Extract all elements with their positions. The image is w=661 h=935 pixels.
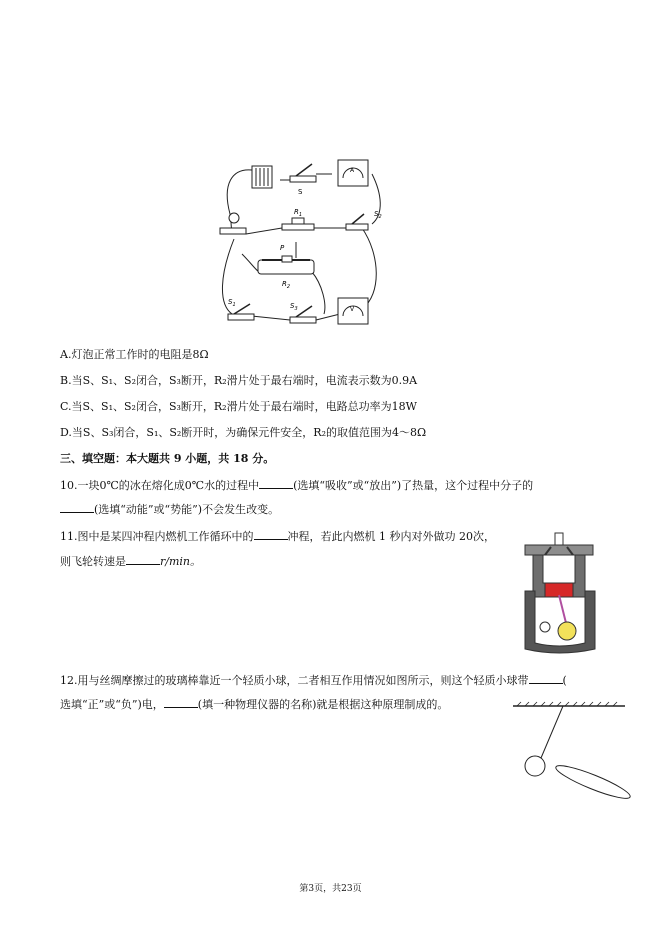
- label-s1-sub: 1: [232, 302, 236, 308]
- switch-s3-icon: [290, 302, 316, 323]
- q11-blank-1: [254, 529, 288, 540]
- label-s3-sub: 3: [294, 306, 298, 312]
- switch-s1-icon: [228, 298, 254, 320]
- label-r1-sub: 1: [298, 212, 303, 218]
- label-s2: S: [374, 210, 379, 218]
- circuit-diagram: [212, 154, 387, 342]
- q11-blank-2: [126, 554, 160, 565]
- q11-part1: 11.图中是某四冲程内燃机工作循环中的: [60, 530, 254, 543]
- label-r2-sub: 2: [286, 284, 291, 290]
- question-11-line-1: [60, 529, 495, 545]
- label-s3: S: [290, 302, 295, 310]
- resistor-r1-icon: [282, 208, 314, 230]
- section-heading: 三、填空题：本大题共 9 小题，共 18 分。: [60, 452, 275, 465]
- svg-text:S2: [374, 210, 382, 220]
- rheostat-r2-icon: [258, 244, 314, 290]
- option-b: B.当S、S₁、S₂闭合，S₃断开，R₂滑片处于最右端时，电流表示数为0.9A: [60, 374, 418, 387]
- q12-part2: 选填“正”或“负”)电，: [60, 698, 164, 711]
- q12-blank-1: [529, 673, 563, 684]
- label-s: S: [298, 188, 303, 196]
- q12-part3: (填一种物理仪器的名称)就是根据这种原理制成的。: [197, 698, 449, 711]
- option-a: A.灯泡正常工作时的电阻是8Ω: [60, 348, 209, 361]
- ammeter-icon: [338, 160, 368, 186]
- question-10-line-1: [60, 478, 533, 494]
- page-footer: 第3页，共23页: [299, 884, 362, 894]
- label-s1: S: [228, 298, 233, 306]
- lamp-icon: [220, 213, 246, 234]
- q11-part4: r/min。: [160, 555, 201, 568]
- q10-blank-2: [60, 502, 94, 513]
- question-10-line-2: [60, 502, 279, 518]
- ball-rod-diagram: [505, 700, 633, 805]
- svg-text:S1: [228, 298, 236, 308]
- label-a: A: [350, 167, 355, 174]
- label-v: V: [350, 306, 355, 313]
- engine-diagram: [515, 531, 605, 656]
- question-12-line-2: [60, 697, 448, 713]
- battery-icon: [252, 166, 272, 188]
- q10-part3: (选填“动能”或“势能”)不会发生改变。: [94, 503, 280, 516]
- svg-text:R1: [294, 208, 302, 218]
- q12-part1-end: (: [562, 674, 567, 687]
- svg-text:S3: [290, 302, 298, 312]
- q10-blank-1: [259, 478, 293, 489]
- voltmeter-icon: [338, 298, 368, 324]
- q11-part3: 则飞轮转速是: [60, 555, 126, 568]
- label-s2-sub: 2: [378, 214, 382, 220]
- q10-part1: 10.一块0℃的冰在熔化成0℃水的过程中: [60, 479, 260, 492]
- question-12-line-1: [60, 673, 567, 689]
- q12-blank-2: [164, 697, 198, 708]
- switch-s-icon: [290, 164, 316, 196]
- label-r2: R: [282, 280, 287, 288]
- question-11-line-2: [60, 554, 201, 570]
- svg-text:R2: [282, 280, 290, 290]
- option-d: D.当S、S₃闭合，S₁、S₂断开时，为确保元件安全，R₂的取值范围为4～8Ω: [60, 426, 427, 439]
- label-r1: R: [294, 208, 299, 216]
- label-p: P: [280, 244, 285, 252]
- option-c: C.当S、S₁、S₂闭合，S₃断开，R₂滑片处于最右端时，电路总功率为18W: [60, 400, 417, 413]
- q10-part2: (选填“吸收”或“放出”)了热量，这个过程中分子的: [293, 479, 534, 492]
- q12-part1: 12.用与丝绸摩擦过的玻璃棒靠近一个轻质小球，二者相互作用情况如图所示，则这个轻质小球带: [60, 674, 529, 687]
- q11-part2: 冲程，若此内燃机 1 秒内对外做功 20次，: [287, 530, 495, 543]
